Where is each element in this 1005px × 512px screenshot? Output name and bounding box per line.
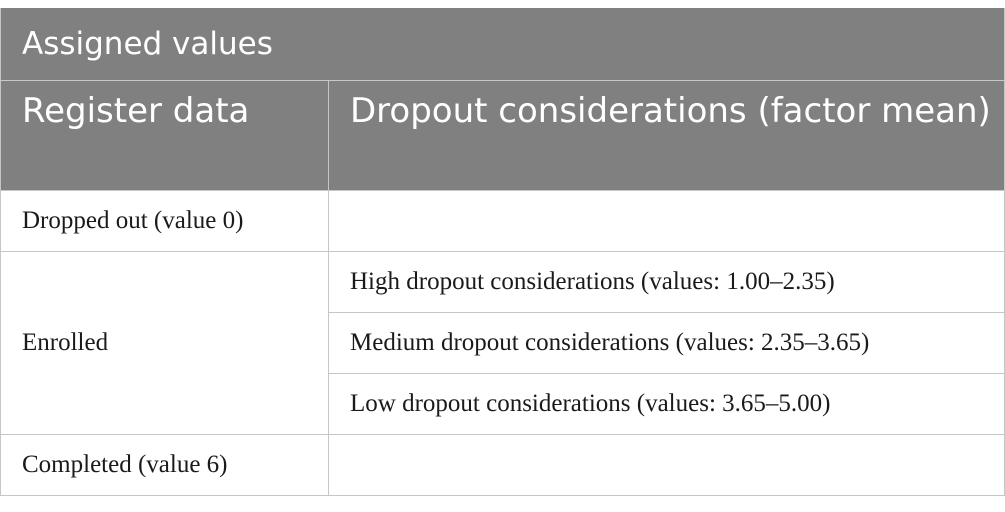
table-header-row <box>1 81 1005 191</box>
header-register-data: Register data <box>1 81 329 191</box>
cell-medium-dropout: Medium dropout considerations (values: 2.35–3.65) <box>329 313 1005 374</box>
table-caption: Assigned values <box>1 8 1005 81</box>
cell-high-dropout: High dropout considerations (values: 1.00–2.35) <box>329 252 1005 313</box>
table-row <box>1 435 1005 496</box>
table-caption-row <box>1 8 1005 81</box>
header-dropout-considerations: Dropout considerations (factor mean) <box>329 81 1005 191</box>
cell-enrolled: Enrolled <box>1 252 329 435</box>
table-row <box>1 191 1005 252</box>
table-row <box>1 252 1005 313</box>
cell-empty <box>329 435 1005 496</box>
cell-completed: Completed (value 6) <box>1 435 329 496</box>
cell-low-dropout: Low dropout considerations (values: 3.65–5.00) <box>329 374 1005 435</box>
cell-dropped-out: Dropped out (value 0) <box>1 191 329 252</box>
cell-empty <box>329 191 1005 252</box>
assigned-values-table <box>0 8 1005 496</box>
